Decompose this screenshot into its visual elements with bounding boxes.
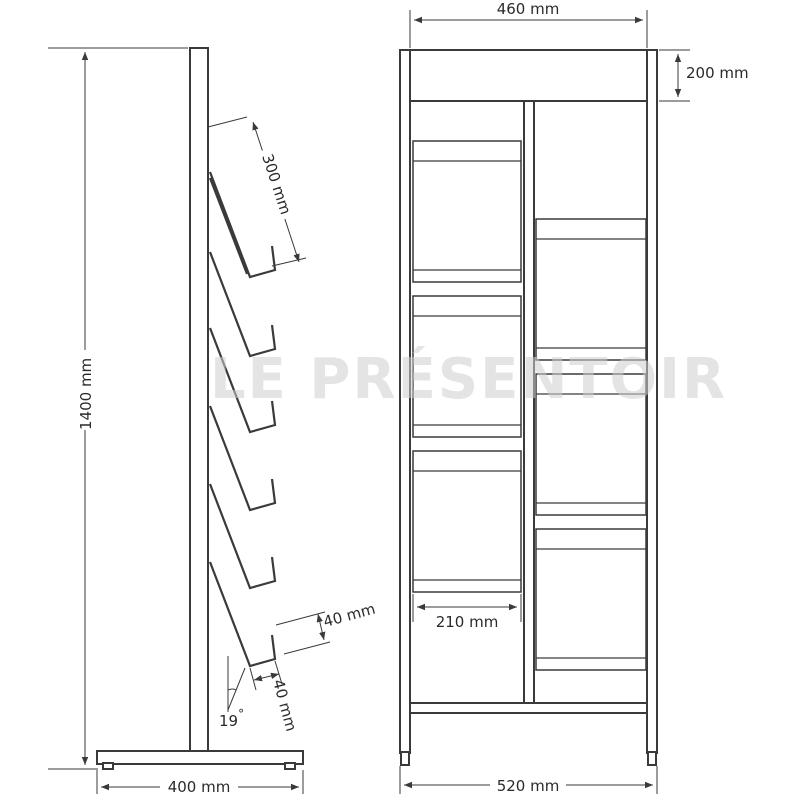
- dim-base: [97, 770, 303, 796]
- dim-pocket-width-label: 210 mm: [435, 613, 499, 631]
- dim-lip-height-label: 40 mm: [321, 599, 378, 631]
- dim-top-width-label: 460 mm: [496, 0, 560, 18]
- dim-overall-width: [400, 766, 657, 795]
- dim-top-width: [410, 0, 647, 48]
- side-shelf-5: [210, 484, 275, 588]
- side-base: [97, 751, 303, 764]
- dim-angle: [219, 656, 245, 730]
- dim-pocket-length-label: 300 mm: [258, 151, 295, 217]
- dim-height-label: 1400 mm: [77, 357, 95, 430]
- dim-pocket-width: [413, 594, 521, 631]
- dim-lip-height: [276, 600, 377, 654]
- dim-header-height-label: 200 mm: [686, 64, 749, 82]
- side-shelves: [210, 172, 275, 666]
- side-foot-left: [103, 763, 113, 769]
- front-pocket: [536, 219, 646, 360]
- dim-height: [48, 48, 188, 769]
- front-pockets-right: [536, 219, 646, 670]
- dim-angle-label: 19°: [219, 707, 245, 730]
- dim-header-height: [659, 50, 749, 101]
- side-foot-right: [285, 763, 295, 769]
- dim-pocket-length: [208, 117, 306, 266]
- side-post: [190, 48, 208, 753]
- side-shelf-4: [210, 406, 275, 510]
- front-pocket: [536, 529, 646, 670]
- side-shelf-6: [210, 562, 275, 666]
- dim-lip-depth: [250, 661, 300, 733]
- front-pocket: [413, 141, 521, 282]
- dim-overall-width-label: 520 mm: [496, 777, 560, 795]
- front-foot-left: [401, 752, 409, 765]
- side-view: [48, 48, 377, 796]
- dim-lip-depth-label: 40 mm: [269, 677, 301, 734]
- side-shelf-2: [210, 252, 275, 356]
- front-bottom-rail: [410, 703, 647, 713]
- watermark: LE PRÉSENTOIR: [210, 347, 728, 412]
- dim-base-label: 400 mm: [167, 778, 231, 796]
- front-foot-right: [648, 752, 656, 765]
- front-pocket: [413, 451, 521, 592]
- front-header-panel: [410, 50, 647, 101]
